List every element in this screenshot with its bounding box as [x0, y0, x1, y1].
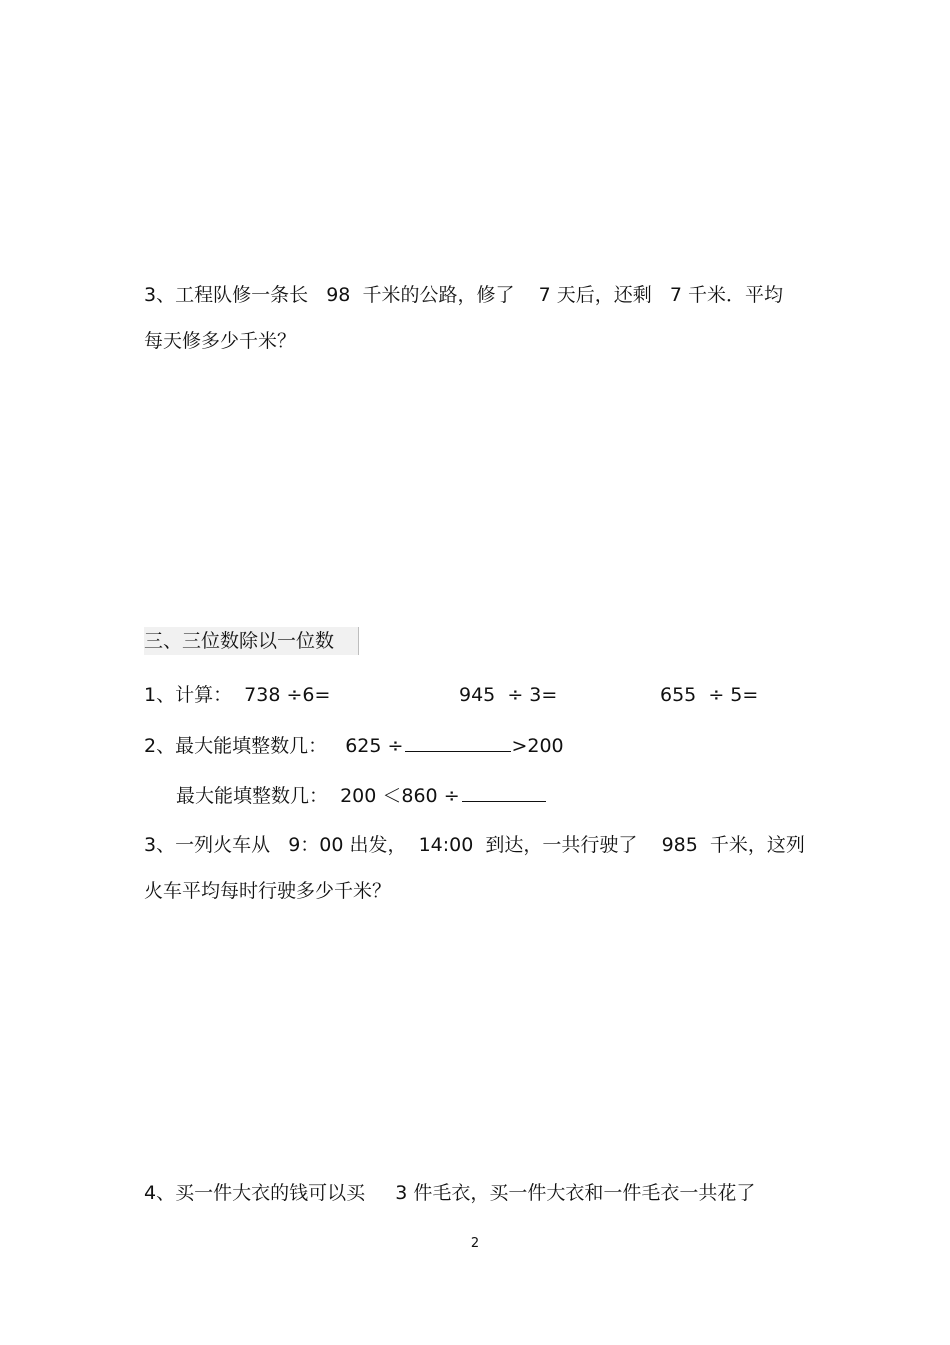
problem-3b-line-1: 3、一列火车从 9：00 出发， 14:00 到达，一共行驶了 985 千米，这列: [144, 834, 805, 856]
problem-2-line-1-suffix: >200: [511, 735, 564, 757]
problem-1-expr-2: 945 ÷ 3=: [459, 684, 558, 706]
problem-3-line-2: 每天修多少千米？: [144, 330, 297, 352]
problem-1-expr-3: 655 ÷ 5=: [660, 684, 759, 706]
answer-blank-1[interactable]: [405, 733, 511, 752]
problem-2-line-2: [176, 783, 546, 808]
answer-blank-2[interactable]: [462, 783, 546, 802]
problem-4-line-1: 4、买一件大衣的钱可以买 3 件毛衣，买一件大衣和一件毛衣一共花了: [144, 1182, 756, 1204]
problem-2-line-1-prefix: 2、最大能填整数几： 625 ÷: [144, 735, 404, 757]
section-heading: 三、三位数除以一位数: [144, 627, 359, 655]
problem-1-label: 1、计算： 738 ÷6=: [144, 684, 331, 706]
problem-3-line-1: 3、工程队修一条长 98 千米的公路，修了 7 天后，还剩 7 千米．平均: [144, 284, 783, 306]
page-number: 2: [470, 1236, 480, 1251]
problem-2-line-1: [144, 733, 564, 758]
problem-2-line-2-prefix: 最大能填整数几： 200 ＜860 ÷: [176, 785, 460, 807]
problem-3b-line-2: 火车平均每时行驶多少千米？: [144, 880, 392, 902]
